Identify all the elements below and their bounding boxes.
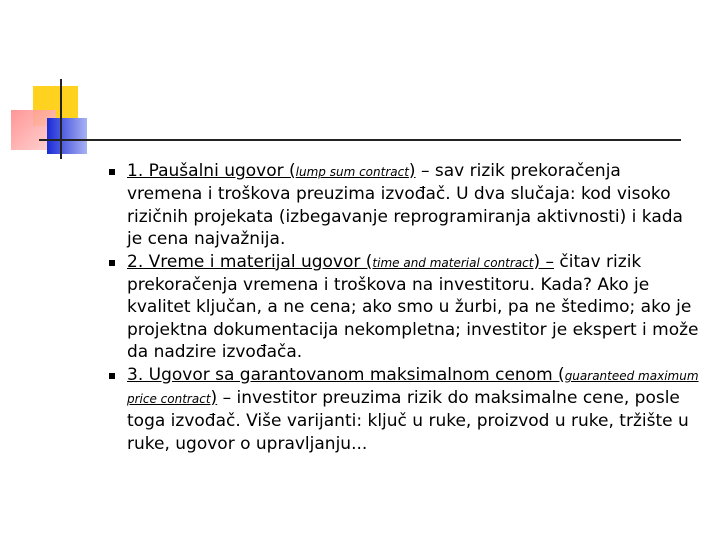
title-divider-line [39,139,681,141]
bullet-square-icon [109,260,115,266]
item-lead: 3. Ugovor sa garantovanom maksimalnom cenom ( [127,364,565,385]
item-lead: 2. Vreme i materijal ugovor ( [127,251,373,272]
bullet-list [90,160,700,455]
bullet-square-icon [109,169,115,175]
item-term: guaranteed maximum price contract [127,368,699,407]
list-item [127,160,700,251]
decor-blue-square [47,118,87,154]
list-item [127,251,700,364]
item-close: ) [408,161,416,181]
item-lead: 1. Paušalni ugovor ( [127,161,296,181]
decor-vertical-line [60,79,62,159]
item-term: lump sum contract [295,165,409,179]
list-item [127,364,700,456]
item-text: čitav rizik prekoračenja vremena i troškova na investitoru. Kada? Ako je kvalitet ključan, a ne cena; ako smo u žurbi, pa ne štedimo; ako je projektna dokumentacija nekompletna; investitor je ekspert i može da nadzire izvođača. [127,251,699,363]
item-close: ) – [533,251,555,272]
item-text: – sav rizik prekoračenja vremena i troškova preuzima izvođač. U dva slučaja: kod visoko rizičnih projekata (izbegavanje reprogramiranja aktivnosti) i kada je cena najvažnija. [127,161,683,250]
item-text: – investitor preuzima rizik do maksimalne cene, posle toga izvođač. Više varijanti: ključ u ruke, proizvod u ruke, tržište u ruke, ugovor o upravljanju... [127,388,689,454]
item-term: time and material contract [372,255,534,270]
bullet-square-icon [109,373,115,379]
item-close: ) [210,388,218,409]
